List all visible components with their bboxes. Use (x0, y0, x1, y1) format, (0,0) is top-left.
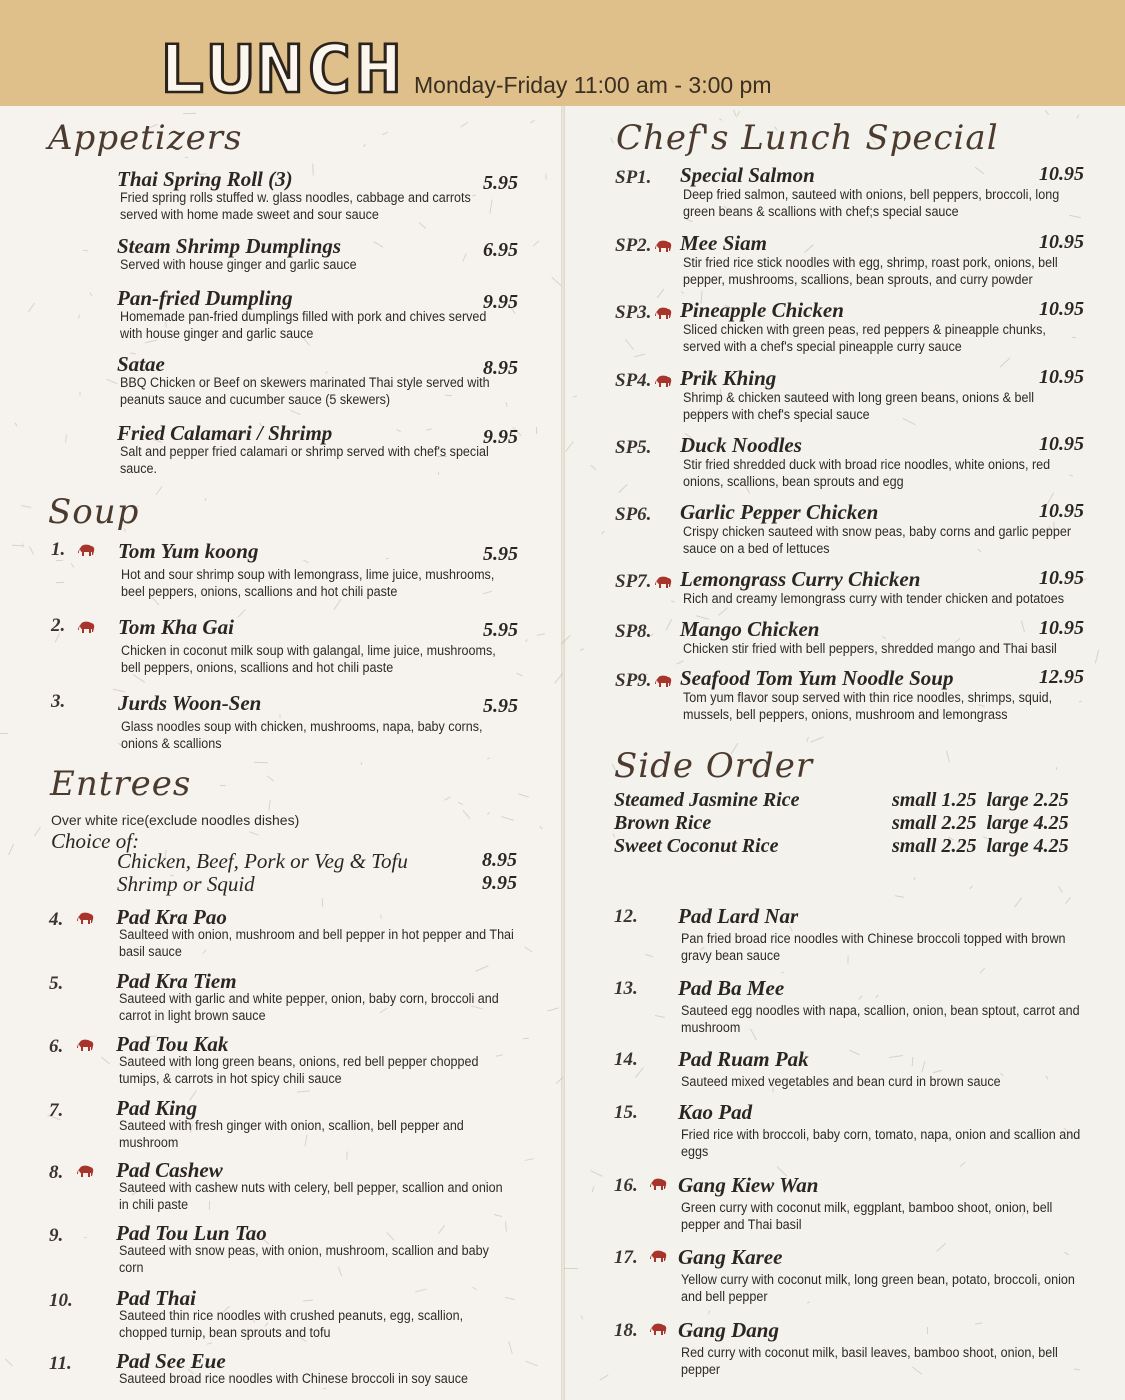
entree-number: 16. (614, 1175, 638, 1196)
spicy-elephant-icon (78, 543, 96, 557)
special-number: SP7. (615, 571, 652, 592)
entree-name: Pad Cashew (116, 1158, 223, 1182)
special-desc: Crispy chicken sauteed with snow peas, baby corns and garlic pepper sauce on a bed of lettuces (683, 524, 1072, 556)
entree-number: 14. (614, 1049, 638, 1070)
special-number: SP1. (615, 167, 652, 188)
entree-number: 18. (614, 1320, 638, 1341)
entree-desc: Sauteed with snow peas, with onion, mushroom, scallion and baby corn (119, 1243, 489, 1275)
entree-name: Pad Kra Tiem (116, 969, 237, 993)
entree-name: Pad Tou Lun Tao (116, 1221, 267, 1245)
appetizer-price: 5.95 (483, 172, 518, 194)
paper-fiber (79, 391, 80, 395)
spicy-elephant-icon (650, 1322, 668, 1336)
appetizer-name: Pan-fried Dumpling (117, 286, 293, 310)
paper-fiber (323, 1388, 326, 1389)
entree-name: Pad See Eue (116, 1349, 226, 1373)
entree-name: Pad Ba Mee (678, 976, 785, 1000)
special-name: Mee Siam (680, 231, 767, 255)
special-price: 12.95 (1039, 666, 1084, 688)
entree-desc: Sauteed thin rice noodles with crushed peanuts, egg, scallion, chopped turnip, bean sprouts and tofu (119, 1308, 464, 1340)
entree-name: Pad Ruam Pak (678, 1047, 809, 1071)
entree-desc: Sauteed with long green beans, onions, red bell pepper chopped tumips, & carrots in hot spicy chili sauce (119, 1054, 479, 1086)
choice-chicken-beef: Chicken, Beef, Pork or Veg & Tofu (117, 849, 408, 873)
spicy-elephant-icon (655, 575, 673, 589)
choice-chicken-beef-price: 8.95 (482, 849, 517, 871)
special-name: Garlic Pepper Chicken (680, 500, 879, 524)
entree-number: 11. (49, 1353, 72, 1374)
appetizer-desc: Homemade pan-fried dumplings filled with pork and chives served with house ginger and garlic sauce (120, 309, 487, 341)
soup-name: Tom Yum koong (118, 539, 259, 563)
lunch-title-text: LUNCH (158, 34, 404, 98)
entree-desc: Sauteed with cashew nuts with celery, bell pepper, scallion and onion in chili paste (119, 1180, 503, 1212)
spicy-elephant-icon (77, 911, 95, 925)
soup-number: 2. (51, 615, 66, 636)
lunch-title (158, 34, 408, 98)
side-order-name: Brown Rice (614, 812, 712, 834)
entree-number: 6. (49, 1036, 64, 1057)
entree-name: Pad Kra Pao (116, 905, 227, 929)
entree-desc: Sauteed with garlic and white pepper, onion, baby corn, broccoli and carrot in light brown sauce (119, 991, 499, 1023)
special-desc: Stir fried rice stick noodles with egg, shrimp, roast pork, onions, bell pepper, mushrooms, scallions, bean sprouts, and curry powder (683, 255, 1058, 287)
entree-desc: Sauteed mixed vegetables and bean curd in brown sauce (681, 1074, 1001, 1089)
soup-number: 3. (51, 691, 66, 712)
special-number: SP5. (615, 437, 652, 458)
spicy-elephant-icon (77, 1038, 95, 1052)
spicy-elephant-icon (650, 1177, 668, 1191)
spicy-elephant-icon (77, 1164, 95, 1178)
spicy-elephant-icon (655, 674, 673, 688)
entree-number: 5. (49, 973, 64, 994)
side-order-prices: small 2.25 large 4.25 (892, 812, 1069, 834)
entrees-title: Entrees (50, 764, 192, 804)
special-number: SP6. (615, 504, 652, 525)
soup-price: 5.95 (483, 543, 518, 565)
side-order-prices: small 2.25 large 4.25 (892, 835, 1069, 857)
entree-number: 12. (614, 906, 638, 927)
spicy-elephant-icon (650, 1249, 668, 1263)
appetizer-desc: BBQ Chicken or Beef on skewers marinated Thai style served with peanuts sauce and cucumber sauce (5 skewers) (120, 375, 490, 407)
entrees-note: Over white rice(exclude noodles dishes) (51, 812, 300, 828)
appetizer-name: Satae (117, 352, 165, 376)
soup-name: Jurds Woon-Sen (118, 691, 262, 715)
soup-name: Tom Kha Gai (118, 615, 234, 639)
entree-desc: Pan fried broad rice noodles with Chinese broccoli topped with brown gravy bean sauce (681, 931, 1066, 963)
side-order-name: Sweet Coconut Rice (614, 835, 779, 857)
special-desc: Sliced chicken with green peas, red peppers & pineapple chunks, served with a chef's special pineapple curry sauce (683, 322, 1046, 354)
special-number: SP2. (615, 235, 652, 256)
soup-price: 5.95 (483, 695, 518, 717)
soup-title: Soup (48, 492, 140, 532)
appetizer-desc: Salt and pepper fried calamari or shrimp served with chef's special sauce. (120, 444, 489, 476)
spicy-elephant-icon (78, 620, 96, 634)
paper-fiber (0, 733, 8, 734)
choice-shrimp-squid: Shrimp or Squid (117, 872, 255, 896)
entree-name: Pad Lard Nar (678, 904, 799, 928)
entree-name: Pad Thai (116, 1286, 196, 1310)
special-number: SP8. (615, 621, 652, 642)
special-number: SP4. (615, 370, 652, 391)
entree-name: Pad Tou Kak (116, 1032, 229, 1056)
spicy-elephant-icon (655, 306, 673, 320)
entree-desc: Sauteed broad rice noodles with Chinese broccoli in soy sauce (119, 1371, 468, 1386)
chefs-special-title: Chef's Lunch Special (616, 118, 999, 158)
special-desc: Rich and creamy lemongrass curry with tender chicken and potatoes (683, 591, 1065, 606)
special-desc: Shrimp & chicken sauteed with long green beans, onions & bell peppers with chef's special sauce (683, 390, 1035, 422)
entree-desc: Saulteed with onion, mushroom and bell pepper in hot pepper and Thai basil sauce (119, 927, 514, 959)
entree-desc: Fried rice with broccoli, baby corn, tomato, napa, onion and scallion and eggs (681, 1127, 1081, 1159)
entree-desc: Sauteed egg noodles with napa, scallion, onion, bean sptout, carrot and mushroom (681, 1003, 1080, 1035)
side-order-prices: small 1.25 large 2.25 (892, 789, 1069, 811)
paper-fiber (927, 1327, 928, 1334)
special-name: Special Salmon (680, 163, 815, 187)
appetizer-desc: Served with house ginger and garlic sauce (120, 257, 357, 272)
paper-fiber (564, 1268, 578, 1269)
entree-desc: Yellow curry with coconut milk, long green bean, potato, broccoli, onion and bell pepper (681, 1272, 1075, 1304)
entree-name: Gang Kiew Wan (678, 1173, 819, 1197)
entree-name: Gang Karee (678, 1245, 783, 1269)
soup-price: 5.95 (483, 619, 518, 641)
special-desc: Stir fried shredded duck with broad rice noodles, white onions, red onions, scallions, bean sprouts and egg (683, 457, 1051, 489)
special-name: Mango Chicken (680, 617, 820, 641)
entree-desc: Green curry with coconut milk, eggplant, bamboo shoot, onion, bell pepper and Thai basil (681, 1200, 1053, 1232)
special-desc: Tom yum flavor soup served with thin rice noodles, shrimps, squid, mussels, bell peppers, onions, mushroom and lemongrass (683, 690, 1053, 722)
entree-number: 10. (49, 1290, 73, 1311)
special-name: Seafood Tom Yum Noodle Soup (680, 666, 954, 690)
entree-number: 9. (49, 1225, 64, 1246)
entree-name: Pad King (116, 1096, 198, 1120)
soup-desc: Hot and sour shrimp soup with lemongrass, lime juice, mushrooms, beel peppers, onions, scallions and hot chili paste (121, 567, 495, 599)
entrees-choice-label: Choice of: (51, 829, 140, 853)
special-name: Pineapple Chicken (680, 298, 844, 322)
entree-number: 8. (49, 1162, 64, 1183)
special-price: 10.95 (1039, 163, 1084, 185)
soup-desc: Chicken in coconut milk soup with galangal, lime juice, mushrooms, bell peppers, onions, scallions and hot chili paste (121, 643, 496, 675)
entree-desc: Red curry with coconut milk, basil leaves, bamboo shoot, onion, bell pepper (681, 1345, 1058, 1377)
special-price: 10.95 (1039, 366, 1084, 388)
special-desc: Chicken stir fried with bell peppers, shredded mango and Thai basil (683, 641, 1057, 656)
appetizer-price: 9.95 (483, 291, 518, 313)
special-name: Prik Khing (680, 366, 777, 390)
side-order-name: Steamed Jasmine Rice (614, 789, 800, 811)
special-price: 10.95 (1039, 298, 1084, 320)
appetizer-name: Thai Spring Roll (3) (117, 167, 293, 191)
center-fold (561, 0, 565, 1400)
special-desc: Deep fried salmon, sauteed with onions, bell peppers, broccoli, long green beans & scallions with chef;s special sauce (683, 187, 1060, 219)
entree-number: 7. (49, 1100, 64, 1121)
appetizer-price: 9.95 (483, 426, 518, 448)
special-number: SP9. (615, 670, 652, 691)
spicy-elephant-icon (655, 239, 673, 253)
appetizer-desc: Fried spring rolls stuffed w. glass noodles, cabbage and carrots served with home made sweet and sour sauce (120, 190, 471, 222)
appetizer-price: 8.95 (483, 357, 518, 379)
special-name: Duck Noodles (680, 433, 802, 457)
appetizers-title: Appetizers (48, 118, 243, 158)
entree-desc: Sauteed with fresh ginger with onion, scallion, bell pepper and mushroom (119, 1118, 464, 1150)
lunch-hours: Monday-Friday 11:00 am - 3:00 pm (414, 72, 772, 98)
side-order-title: Side Order (614, 746, 814, 786)
soup-desc: Glass noodles soup with chicken, mushrooms, napa, baby corns, onions & scallions (121, 719, 483, 751)
entree-number: 13. (614, 978, 638, 999)
special-price: 10.95 (1039, 617, 1084, 639)
appetizer-name: Steam Shrimp Dumplings (117, 234, 342, 258)
special-price: 10.95 (1039, 567, 1084, 589)
appetizer-price: 6.95 (483, 239, 518, 261)
entree-number: 17. (614, 1247, 638, 1268)
entree-name: Gang Dang (678, 1318, 779, 1342)
special-price: 10.95 (1039, 500, 1084, 522)
spicy-elephant-icon (655, 374, 673, 388)
appetizer-name: Fried Calamari / Shrimp (117, 421, 333, 445)
choice-shrimp-squid-price: 9.95 (482, 872, 517, 894)
special-name: Lemongrass Curry Chicken (680, 567, 921, 591)
entree-number: 15. (614, 1102, 638, 1123)
entree-number: 4. (49, 909, 64, 930)
paper-fiber (536, 427, 537, 434)
special-number: SP3. (615, 302, 652, 323)
special-price: 10.95 (1039, 231, 1084, 253)
soup-number: 1. (51, 539, 66, 560)
entree-name: Kao Pad (678, 1100, 753, 1124)
special-price: 10.95 (1039, 433, 1084, 455)
